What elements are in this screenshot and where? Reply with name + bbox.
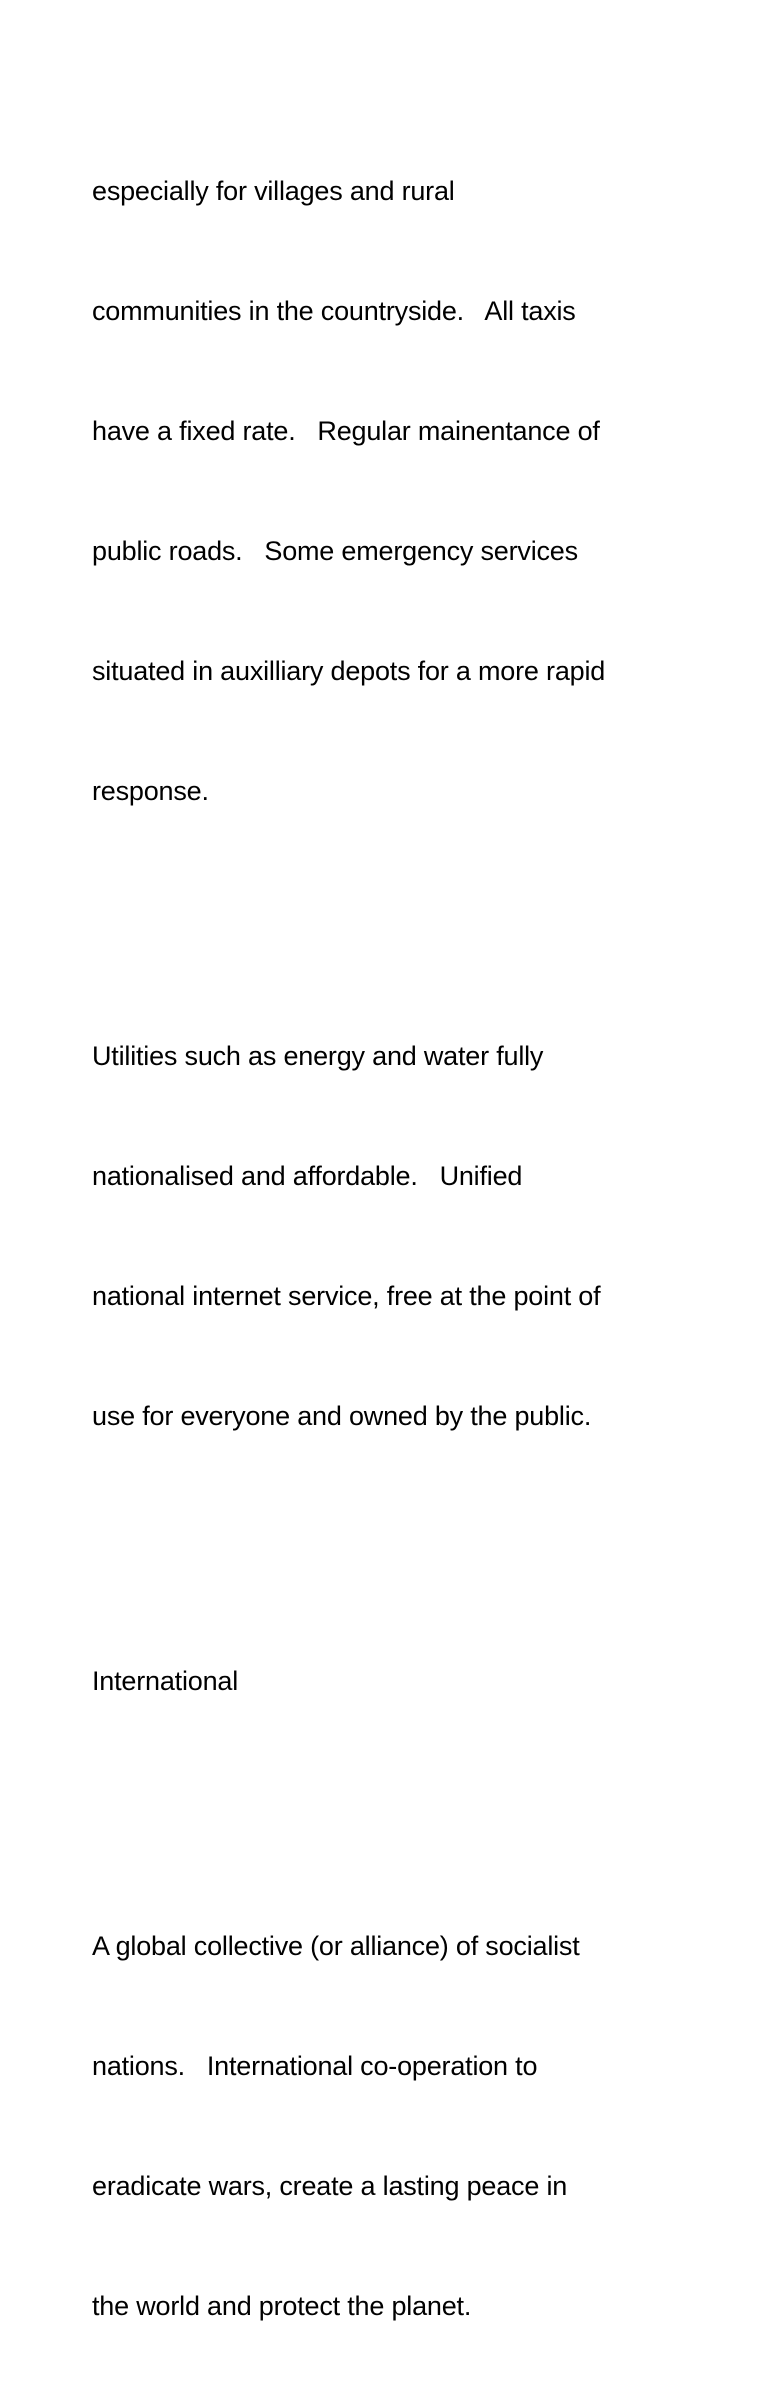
text-line: have a fixed rate. Regular mainentance of (92, 416, 600, 446)
text-line: use for everyone and owned by the public. (92, 1401, 592, 1431)
heading-line: International (92, 1666, 239, 1696)
paragraph-spacer (92, 891, 692, 956)
paragraph-utilities (92, 956, 692, 1516)
text-line: response. (92, 776, 209, 806)
text-line: situated in auxilliary depots for a more rapid (92, 656, 606, 686)
text-line: communities in the countryside. All taxis (92, 296, 576, 326)
text-line: national internet service, free at the point of (92, 1281, 601, 1311)
document-page (92, 91, 692, 2406)
text-line: the world and protect the planet. (92, 2291, 472, 2321)
paragraph-transport (92, 91, 692, 891)
section-heading-international (92, 1581, 692, 1781)
text-line: public roads. Some emergency services (92, 536, 578, 566)
text-line: especially for villages and rural (92, 176, 455, 206)
paragraph-spacer (92, 1781, 692, 1846)
text-line: A global collective (or alliance) of socialist (92, 1931, 580, 1961)
text-line: Utilities such as energy and water fully (92, 1041, 544, 1071)
text-line: eradicate wars, create a lasting peace in (92, 2171, 568, 2201)
paragraph-international (92, 1846, 692, 2406)
text-line: nations. International co-operation to (92, 2051, 538, 2081)
text-line: nationalised and affordable. Unified (92, 1161, 523, 1191)
paragraph-spacer (92, 1516, 692, 1581)
